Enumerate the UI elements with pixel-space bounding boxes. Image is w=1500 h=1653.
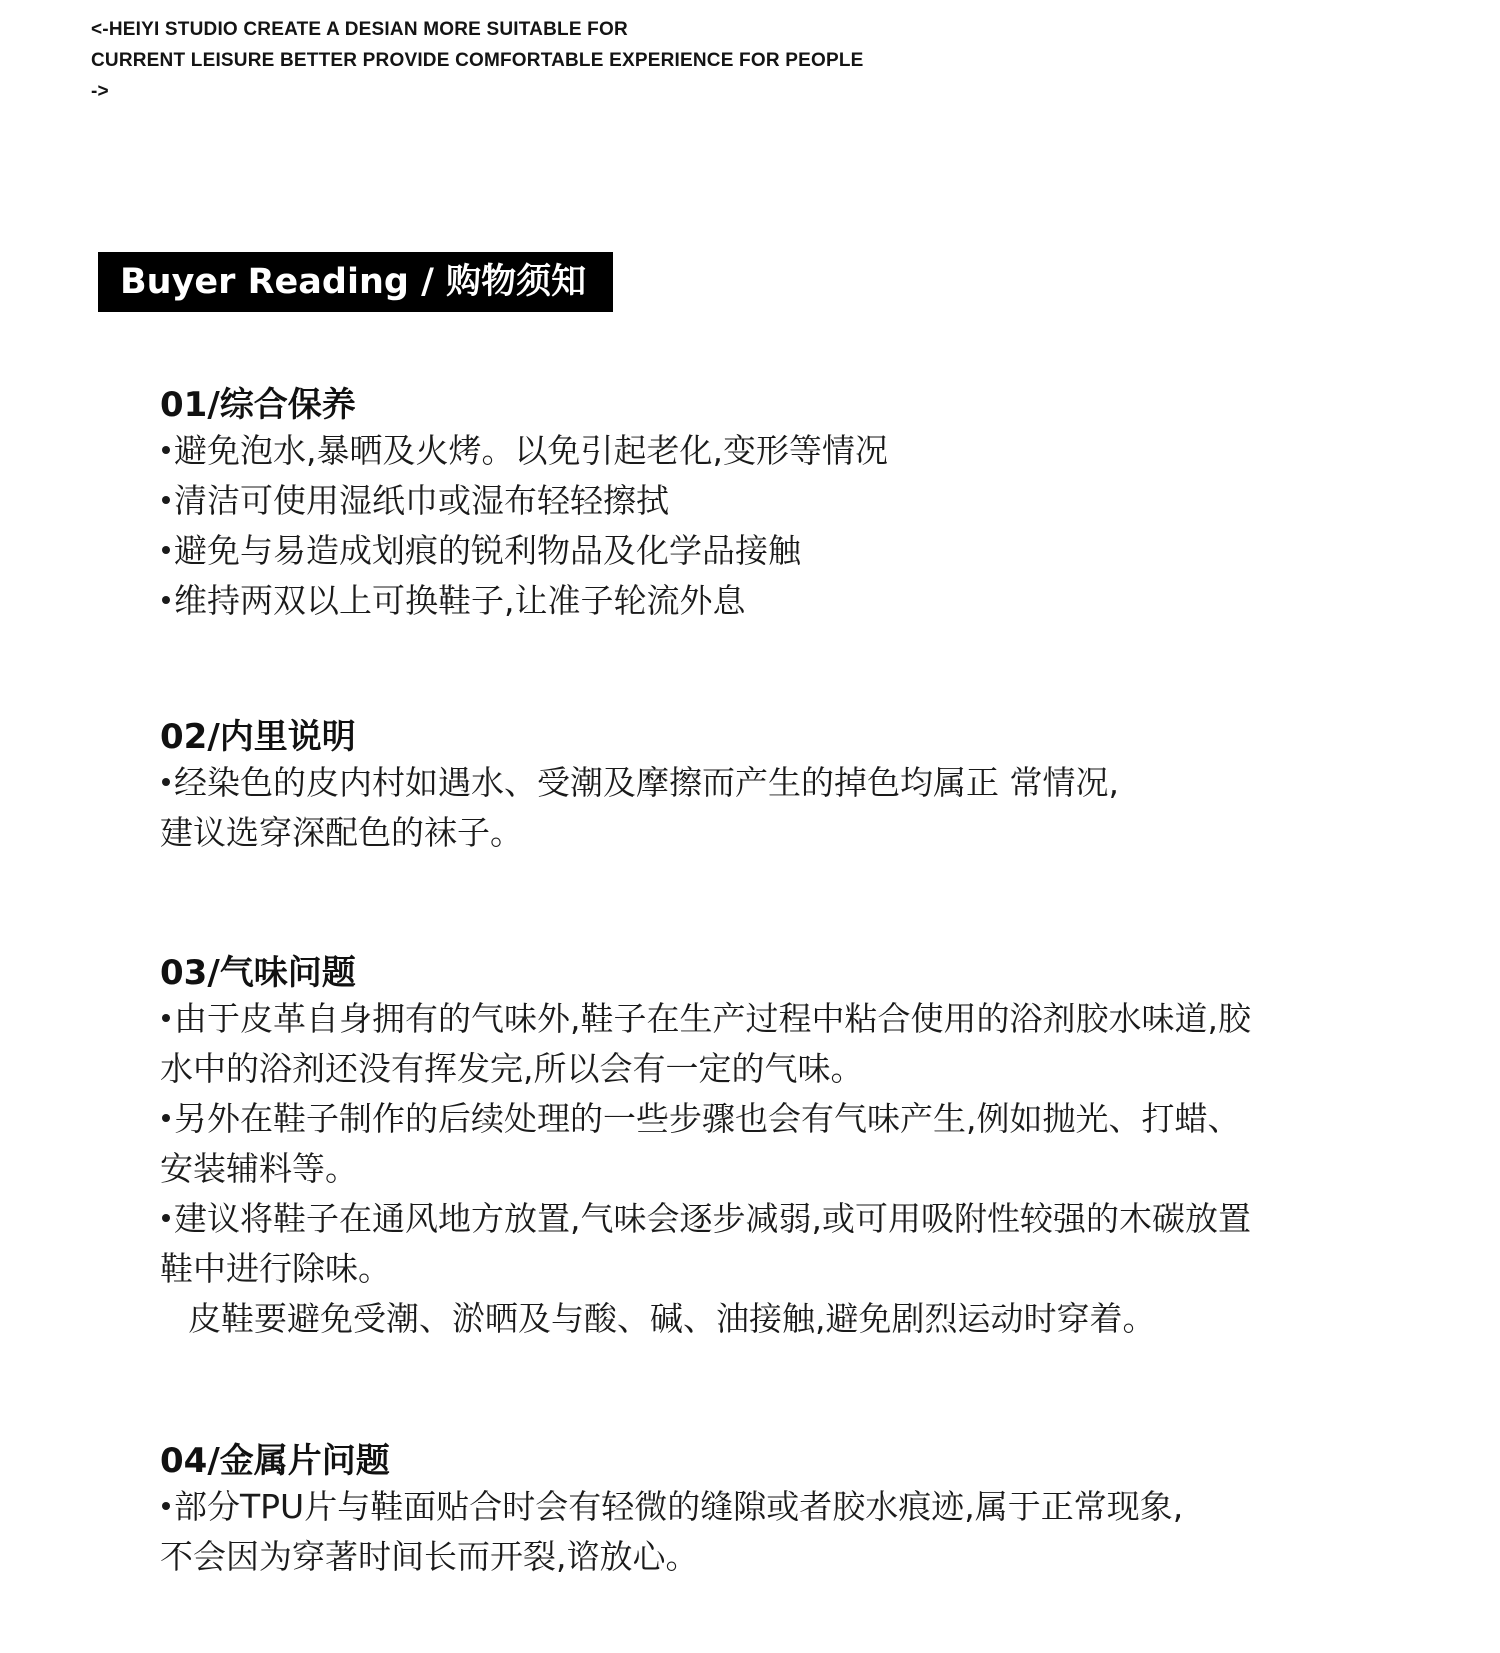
list-item [160, 758, 1119, 808]
header-line-2: CURRENT LEISURE BETTER PROVIDE COMFORTABLE EXPERIENCE FOR PEOPLE [91, 50, 864, 71]
section-metal-plate-issues [160, 1440, 1183, 1582]
bullet-icon [162, 1214, 170, 1222]
section-title: 01/综合保养 [160, 385, 356, 425]
bullet-icon [162, 496, 170, 504]
list-item-text: 清洁可使用湿纸巾或湿布轻轻擦拭 [174, 481, 669, 520]
list-item [160, 1094, 1251, 1144]
paragraph-line: 水中的浴剂还没有挥发完,所以会有一定的气味。 [160, 1049, 864, 1088]
bullet-icon [162, 1502, 170, 1510]
buyer-reading-banner: Buyer Reading / 购物须知 [98, 252, 613, 312]
studio-header [91, 14, 864, 107]
section-general-care [160, 384, 888, 626]
list-item-text: 建议将鞋子在通风地方放置,气味会逐步减弱,或可用吸附性较强的木碳放置 [174, 1199, 1251, 1238]
header-line-3: -> [91, 81, 109, 102]
paragraph-line: 皮鞋要避免受潮、淤晒及与酸、碱、油接触,避免剧烈运动时穿着。 [188, 1299, 1156, 1338]
list-item-text: 维持两双以上可换鞋子,让准子轮流外息 [174, 581, 746, 620]
bullet-icon [162, 446, 170, 454]
bullet-icon [162, 778, 170, 786]
paragraph-line: 不会因为穿著时间长而开裂,谘放心。 [160, 1537, 699, 1576]
list-item-text: 另外在鞋子制作的后续处理的一些步骤也会有气味产生,例如抛光、打蜡、 [174, 1099, 1241, 1138]
bullet-icon [162, 1014, 170, 1022]
paragraph-line: 安装辅料等。 [160, 1149, 358, 1188]
list-item [160, 426, 888, 476]
bullet-icon [162, 596, 170, 604]
bullet-icon [162, 1114, 170, 1122]
list-item [160, 476, 888, 526]
section-title: 02/内里说明 [160, 717, 356, 757]
list-item [160, 994, 1251, 1044]
list-item-text: 避免泡水,暴晒及火烤。以免引起老化,变形等情况 [174, 431, 888, 470]
section-title: 03/气味问题 [160, 953, 356, 993]
paragraph-line: 建议选穿深配色的袜子。 [160, 813, 523, 852]
list-item [160, 526, 888, 576]
paragraph-line: 鞋中进行除味。 [160, 1249, 391, 1288]
list-item-text: 由于皮革自身拥有的气味外,鞋子在生产过程中粘合使用的浴剂胶水味道,胶 [174, 999, 1251, 1038]
list-item [160, 1194, 1251, 1244]
section-odor-issues [160, 952, 1251, 1344]
list-item-text: 部分TPU片与鞋面贴合时会有轻微的缝隙或者胶水痕迹,属于正常现象, [174, 1487, 1184, 1526]
list-item [160, 1482, 1183, 1532]
list-item-text: 避免与易造成划痕的锐利物品及化学品接触 [174, 531, 801, 570]
bullet-icon [162, 546, 170, 554]
list-item-text: 经染色的皮内村如遇水、受潮及摩擦而产生的掉色均属正 常情况, [174, 763, 1119, 802]
section-lining-notes [160, 716, 1119, 858]
section-title: 04/金属片问题 [160, 1441, 390, 1481]
header-line-1: <-HEIYI STUDIO CREATE A DESIAN MORE SUITABLE FOR [91, 19, 628, 40]
list-item [160, 576, 888, 626]
